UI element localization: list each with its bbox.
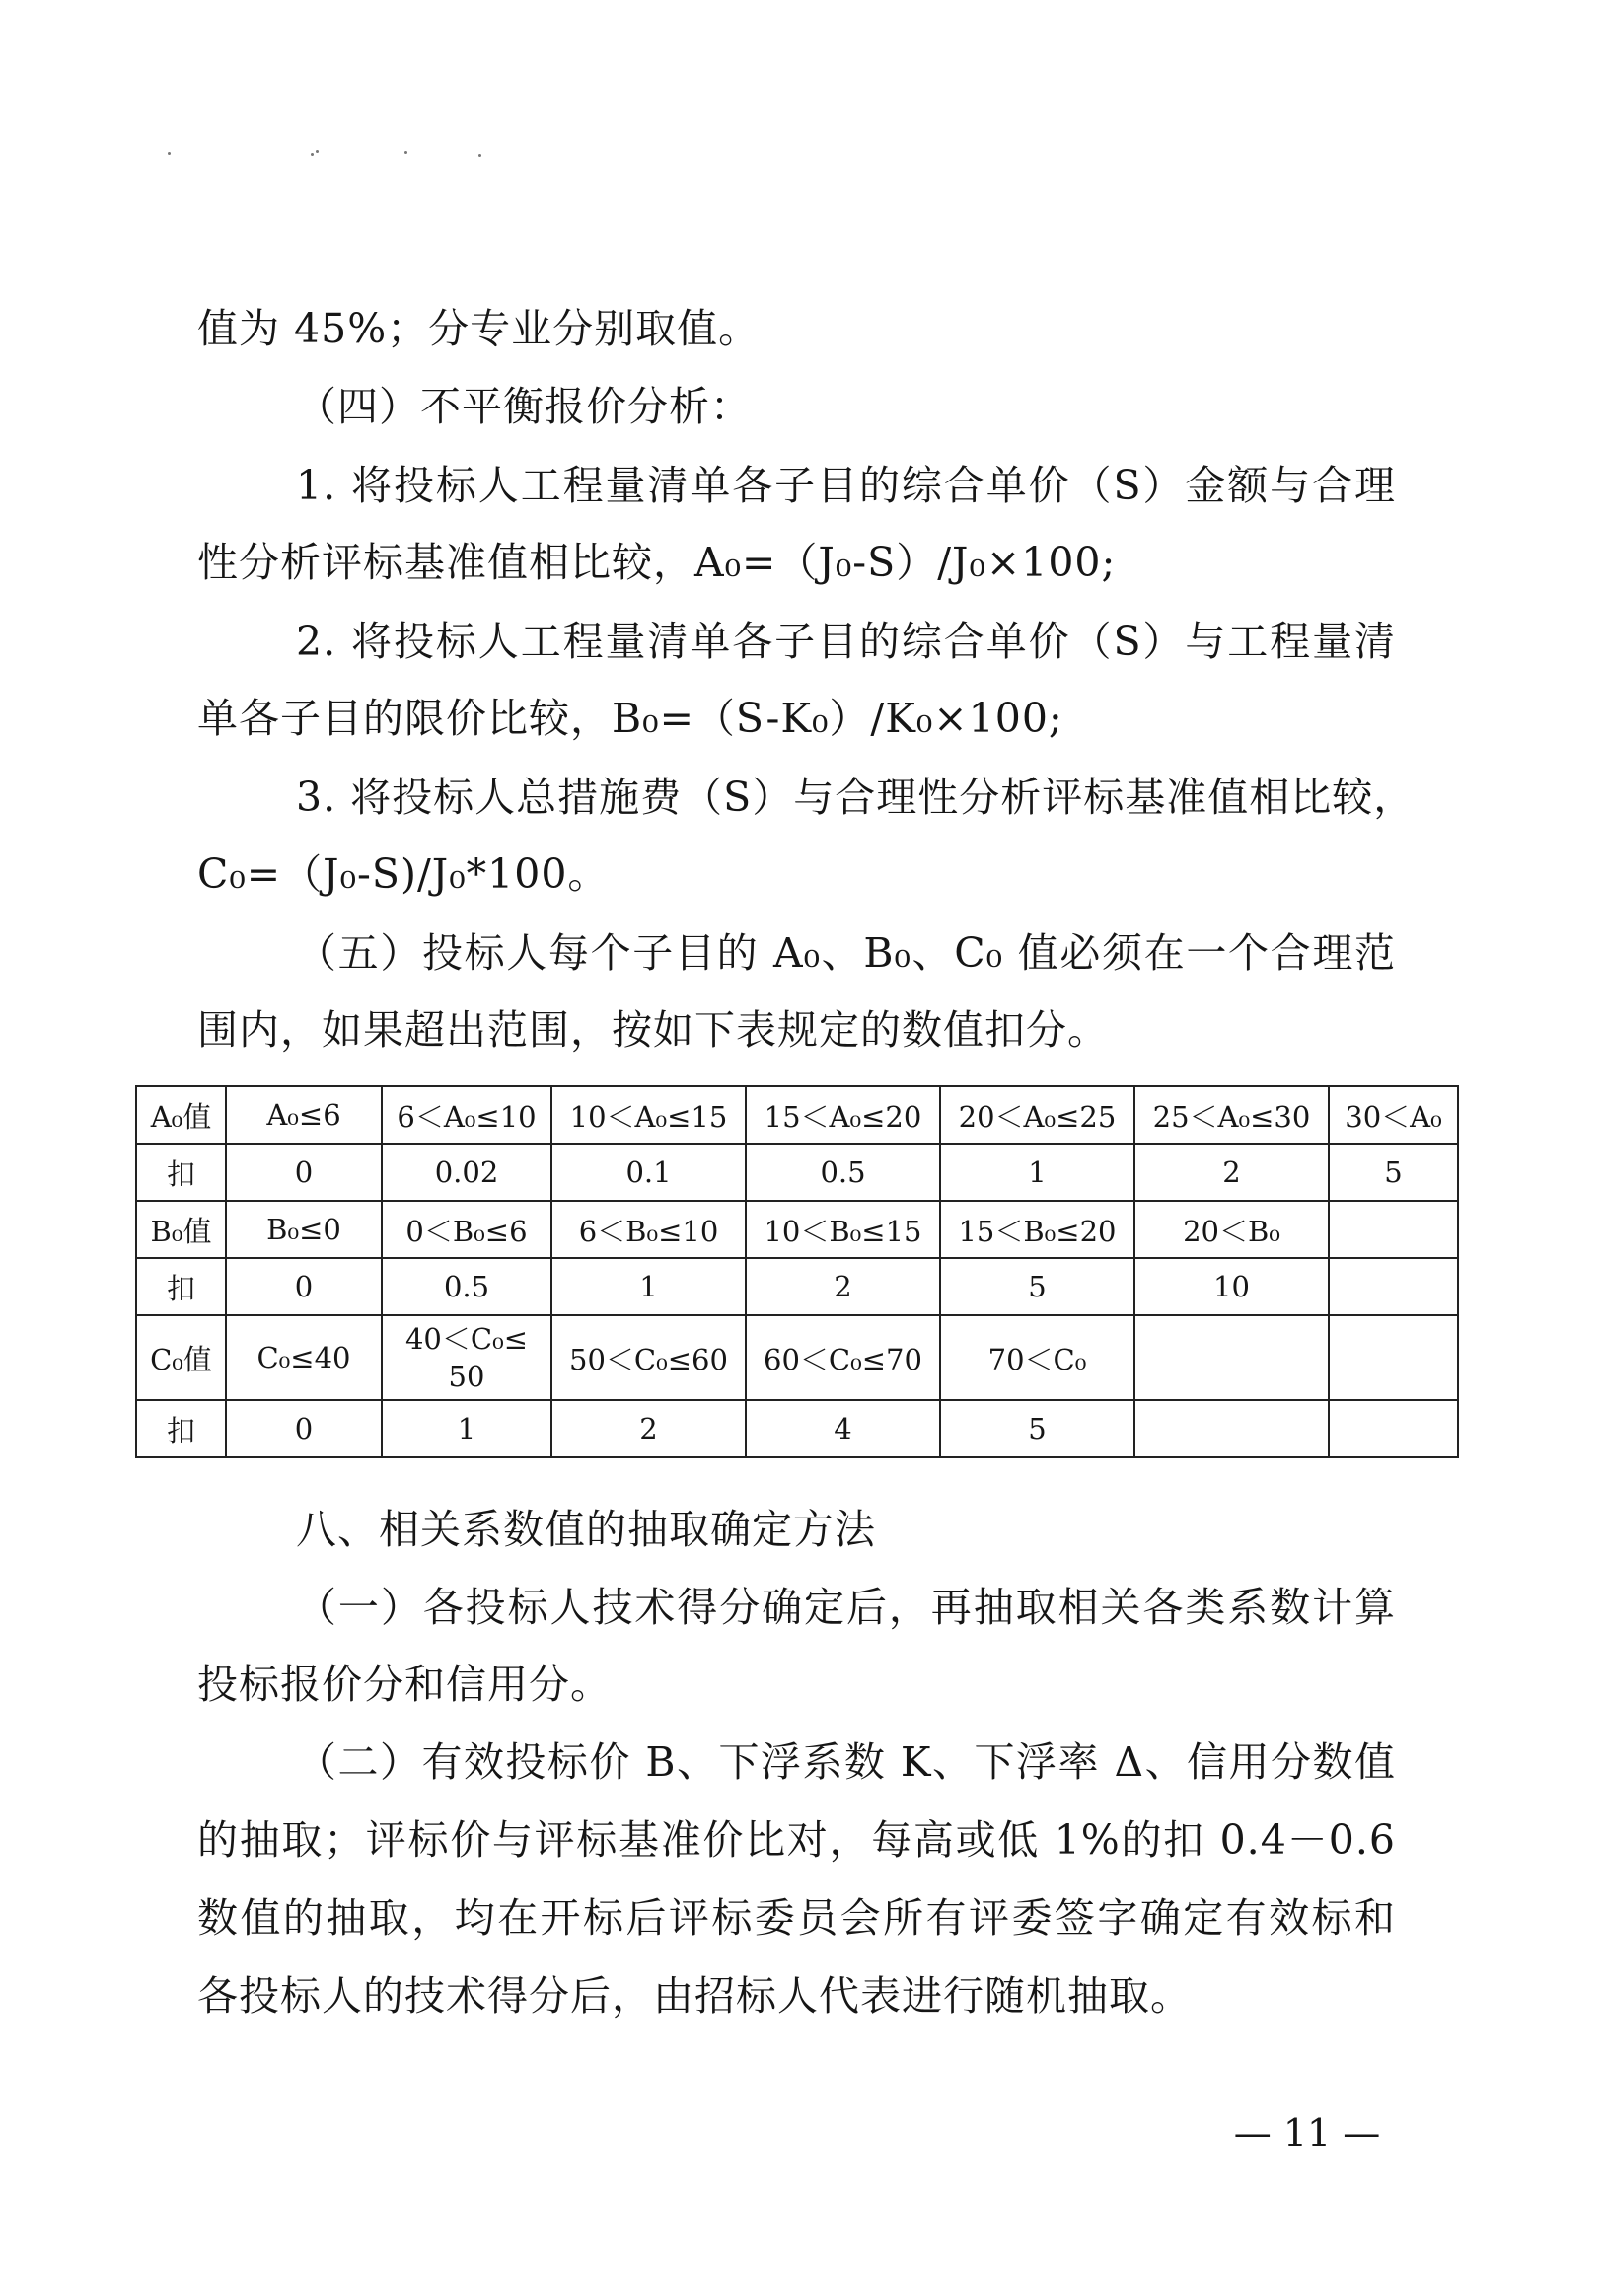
- table-cell: 0.02: [382, 1144, 551, 1201]
- paragraph-line: 2. 将投标人工程量清单各子目的综合单价（S）与工程量清: [296, 618, 1396, 665]
- table-row-b0-deduction: [136, 1258, 1458, 1315]
- table-cell: 25＜A₀≤30: [1134, 1086, 1329, 1144]
- table-cell: 0: [226, 1258, 382, 1315]
- table-cell: 40＜C₀≤ 50: [382, 1315, 551, 1400]
- paragraph-line: 3. 将投标人总措施费（S）与合理性分析评标基准值相比较，: [296, 774, 1416, 821]
- table-cell: 0＜B₀≤6: [382, 1201, 551, 1258]
- table-cell: A₀≤6: [226, 1086, 382, 1144]
- table-cell: 4: [746, 1400, 940, 1457]
- table-cell: 5: [1329, 1144, 1458, 1201]
- table-row-c0-range: [136, 1315, 1458, 1400]
- table-cell: [1329, 1201, 1458, 1258]
- table-row-a0-range: [136, 1086, 1458, 1144]
- paragraph-line: （一）各投标人技术得分确定后，再抽取相关各类系数计算: [296, 1584, 1396, 1631]
- table-cell: C₀值: [136, 1315, 226, 1400]
- table-cell: 0.5: [746, 1144, 940, 1201]
- table-cell: A₀值: [136, 1086, 226, 1144]
- table-cell: [1134, 1315, 1329, 1400]
- paragraph-line: 数值的抽取，均在开标后评标委员会所有评委签字确定有效标和: [197, 1894, 1396, 1942]
- paragraph-line: 1. 将投标人工程量清单各子目的综合单价（S）金额与合理: [296, 462, 1396, 509]
- table-cell: 70＜C₀: [940, 1315, 1134, 1400]
- table-cell: 6＜A₀≤10: [382, 1086, 551, 1144]
- table-row-c0-deduction: [136, 1400, 1458, 1457]
- section-heading-8: 八、相关系数值的抽取确定方法: [296, 1506, 876, 1553]
- table-cell: 30＜A₀: [1329, 1086, 1458, 1144]
- table-cell: 扣: [136, 1400, 226, 1457]
- table-cell: 扣: [136, 1144, 226, 1201]
- deduction-table: [135, 1085, 1459, 1458]
- table-cell: 10: [1134, 1258, 1329, 1315]
- table-cell: 1: [940, 1144, 1134, 1201]
- paragraph-line: 性分析评标基准值相比较，A₀=（J₀-S）/J₀×100;: [197, 539, 1117, 586]
- table-cell: 0: [226, 1400, 382, 1457]
- table-cell: [1329, 1258, 1458, 1315]
- section-heading-4: （四）不平衡报价分析：: [296, 383, 752, 430]
- paragraph-line: 围内，如果超出范围，按如下表规定的数值扣分。: [197, 1006, 1109, 1054]
- paragraph-line: 值为 45%；分专业分别取值。: [197, 305, 761, 352]
- table-cell: 20＜B₀: [1134, 1201, 1329, 1258]
- table-cell: 2: [551, 1400, 746, 1457]
- table-cell: C₀≤40: [226, 1315, 382, 1400]
- table-cell: 10＜B₀≤15: [746, 1201, 940, 1258]
- table-cell: 20＜A₀≤25: [940, 1086, 1134, 1144]
- table-cell: B₀≤0: [226, 1201, 382, 1258]
- table-cell: 50＜C₀≤60: [551, 1315, 746, 1400]
- page-number: — 11 —: [1233, 2111, 1381, 2155]
- table-cell: 15＜A₀≤20: [746, 1086, 940, 1144]
- table-cell: 10＜A₀≤15: [551, 1086, 746, 1144]
- table-cell: 60＜C₀≤70: [746, 1315, 940, 1400]
- paragraph-line: 的抽取；评标价与评标基准价比对，每高或低 1%的扣 0.4－0.6: [197, 1816, 1396, 1864]
- scan-artifact-dots: [168, 150, 493, 158]
- table-cell: [1134, 1400, 1329, 1457]
- table-row-a0-deduction: [136, 1144, 1458, 1201]
- paragraph-line: （五）投标人每个子目的 A₀、B₀、C₀ 值必须在一个合理范: [296, 929, 1396, 977]
- table-cell: B₀值: [136, 1201, 226, 1258]
- table-cell: 0.1: [551, 1144, 746, 1201]
- table-row-b0-range: [136, 1201, 1458, 1258]
- table-cell: 6＜B₀≤10: [551, 1201, 746, 1258]
- table-cell: [1329, 1400, 1458, 1457]
- table-cell: 5: [940, 1258, 1134, 1315]
- paragraph-line: 投标报价分和信用分。: [197, 1661, 612, 1708]
- table-cell: 扣: [136, 1258, 226, 1315]
- paragraph-line: 单各子目的限价比较，B₀=（S-K₀）/K₀×100;: [197, 695, 1063, 742]
- table-cell: 0.5: [382, 1258, 551, 1315]
- table-cell: 5: [940, 1400, 1134, 1457]
- table-cell: [1329, 1315, 1458, 1400]
- paragraph-line: （二）有效投标价 B、下浮系数 K、下浮率 Δ、信用分数值: [296, 1739, 1396, 1786]
- paragraph-line: 各投标人的技术得分后，由招标人代表进行随机抽取。: [197, 1972, 1192, 2020]
- table-cell: 2: [1134, 1144, 1329, 1201]
- table-cell: 0: [226, 1144, 382, 1201]
- table-cell: 2: [746, 1258, 940, 1315]
- paragraph-line: C₀=（J₀-S)/J₀*100。: [197, 851, 610, 898]
- table-cell: 1: [551, 1258, 746, 1315]
- table-cell: 1: [382, 1400, 551, 1457]
- table-cell: 15＜B₀≤20: [940, 1201, 1134, 1258]
